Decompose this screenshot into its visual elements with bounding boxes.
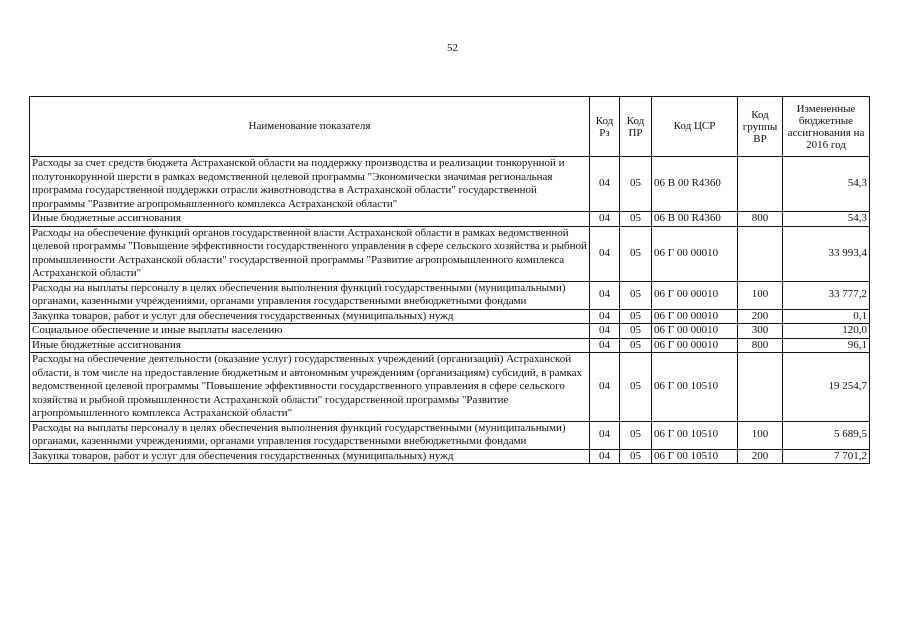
row-name: Закупка товаров, работ и услуг для обеспечения государственных (муниципальных) нужд bbox=[30, 309, 590, 324]
table-row bbox=[30, 421, 870, 449]
row-csr: 06 В 00 R4360 bbox=[652, 212, 738, 227]
row-amount: 54,3 bbox=[783, 212, 870, 227]
row-pr: 05 bbox=[620, 226, 652, 281]
row-csr: 06 Г 00 10510 bbox=[652, 353, 738, 422]
row-csr: 06 Г 00 00010 bbox=[652, 338, 738, 353]
row-rz: 04 bbox=[590, 421, 620, 449]
row-rz: 04 bbox=[590, 309, 620, 324]
row-amount: 33 777,2 bbox=[783, 281, 870, 309]
row-name: Закупка товаров, работ и услуг для обеспечения государственных (муниципальных) нужд bbox=[30, 449, 590, 464]
row-rz: 04 bbox=[590, 157, 620, 212]
row-amount: 19 254,7 bbox=[783, 353, 870, 422]
row-vr bbox=[738, 226, 783, 281]
row-csr: 06 Г 00 00010 bbox=[652, 309, 738, 324]
row-rz: 04 bbox=[590, 338, 620, 353]
row-vr: 300 bbox=[738, 324, 783, 339]
row-name: Расходы на обеспечение функций органов государственной власти Астраханской области в рамках ведомственной целевой программы "Повышение эффективности государственного управления в сфере сельского хозяйства и рыбной промышленности Астраханской области" государственной программы "Развитие агропромышленного комплекса Астраханской области" bbox=[30, 226, 590, 281]
row-pr: 05 bbox=[620, 353, 652, 422]
row-name: Расходы на обеспечение деятельности (оказание услуг) государственных учреждений (организаций) Астраханской области, в том числе на предоставление бюджетным и автономным учреждениям (организациям) субсидий, в рамках ведомственной целевой программы "Повышение эффективности государственного управления в сфере сельского хозяйства и рыбной промышленности Астраханской области" государственной программы "Развитие агропромышленного комплекса Астраханской области" bbox=[30, 353, 590, 422]
row-vr: 800 bbox=[738, 212, 783, 227]
row-csr: 06 Г 00 10510 bbox=[652, 449, 738, 464]
page-number: 52 bbox=[447, 42, 458, 54]
row-rz: 04 bbox=[590, 212, 620, 227]
row-csr: 06 В 00 R4360 bbox=[652, 157, 738, 212]
row-pr: 05 bbox=[620, 449, 652, 464]
row-vr: 100 bbox=[738, 281, 783, 309]
header-row bbox=[30, 97, 870, 157]
table-row bbox=[30, 324, 870, 339]
header-pr: Код ПР bbox=[620, 97, 652, 157]
table-row bbox=[30, 226, 870, 281]
row-rz: 04 bbox=[590, 281, 620, 309]
row-pr: 05 bbox=[620, 157, 652, 212]
row-vr: 800 bbox=[738, 338, 783, 353]
budget-table bbox=[29, 96, 870, 464]
table-row bbox=[30, 338, 870, 353]
row-vr: 200 bbox=[738, 309, 783, 324]
row-name: Социальное обеспечение и иные выплаты населению bbox=[30, 324, 590, 339]
row-vr bbox=[738, 157, 783, 212]
row-rz: 04 bbox=[590, 353, 620, 422]
row-rz: 04 bbox=[590, 226, 620, 281]
row-pr: 05 bbox=[620, 212, 652, 227]
header-name: Наименование показателя bbox=[30, 97, 590, 157]
row-pr: 05 bbox=[620, 324, 652, 339]
row-pr: 05 bbox=[620, 421, 652, 449]
row-amount: 33 993,4 bbox=[783, 226, 870, 281]
row-pr: 05 bbox=[620, 309, 652, 324]
row-csr: 06 Г 00 00010 bbox=[652, 281, 738, 309]
row-csr: 06 Г 00 10510 bbox=[652, 421, 738, 449]
row-amount: 5 689,5 bbox=[783, 421, 870, 449]
table-row bbox=[30, 212, 870, 227]
row-name: Иные бюджетные ассигнования bbox=[30, 212, 590, 227]
row-amount: 120,0 bbox=[783, 324, 870, 339]
header-csr: Код ЦСР bbox=[652, 97, 738, 157]
table-row bbox=[30, 157, 870, 212]
row-amount: 0,1 bbox=[783, 309, 870, 324]
row-pr: 05 bbox=[620, 338, 652, 353]
row-name: Иные бюджетные ассигнования bbox=[30, 338, 590, 353]
row-name: Расходы на выплаты персоналу в целях обеспечения выполнения функций государственными (муниципальными) органами, казенными учреждениями, органами управления государственными внебюджетными фондами bbox=[30, 281, 590, 309]
table-row bbox=[30, 353, 870, 422]
row-csr: 06 Г 00 00010 bbox=[652, 226, 738, 281]
row-rz: 04 bbox=[590, 324, 620, 339]
row-vr: 200 bbox=[738, 449, 783, 464]
row-name: Расходы на выплаты персоналу в целях обеспечения выполнения функций государственными (муниципальными) органами, казенными учреждениями, органами управления государственными внебюджетными фондами bbox=[30, 421, 590, 449]
row-pr: 05 bbox=[620, 281, 652, 309]
row-name: Расходы за счет средств бюджета Астраханской области на поддержку производства и реализации тонкорунной и полутонкорунной шерсти в рамках ведомственной целевой программы "Экономически значимая региональная программа государственной поддержки отрасли животноводства в Астраханской области" государственной программы "Развитие агропромышленного комплекса Астраханской области" bbox=[30, 157, 590, 212]
header-vr: Код группы ВР bbox=[738, 97, 783, 157]
row-vr: 100 bbox=[738, 421, 783, 449]
row-csr: 06 Г 00 00010 bbox=[652, 324, 738, 339]
row-amount: 54,3 bbox=[783, 157, 870, 212]
row-amount: 7 701,2 bbox=[783, 449, 870, 464]
header-amount: Измененные бюджетные ассигнования на 2016 год bbox=[783, 97, 870, 157]
row-vr bbox=[738, 353, 783, 422]
table-row bbox=[30, 449, 870, 464]
header-rz: Код Рз bbox=[590, 97, 620, 157]
row-rz: 04 bbox=[590, 449, 620, 464]
row-amount: 96,1 bbox=[783, 338, 870, 353]
table-row bbox=[30, 309, 870, 324]
table-row bbox=[30, 281, 870, 309]
